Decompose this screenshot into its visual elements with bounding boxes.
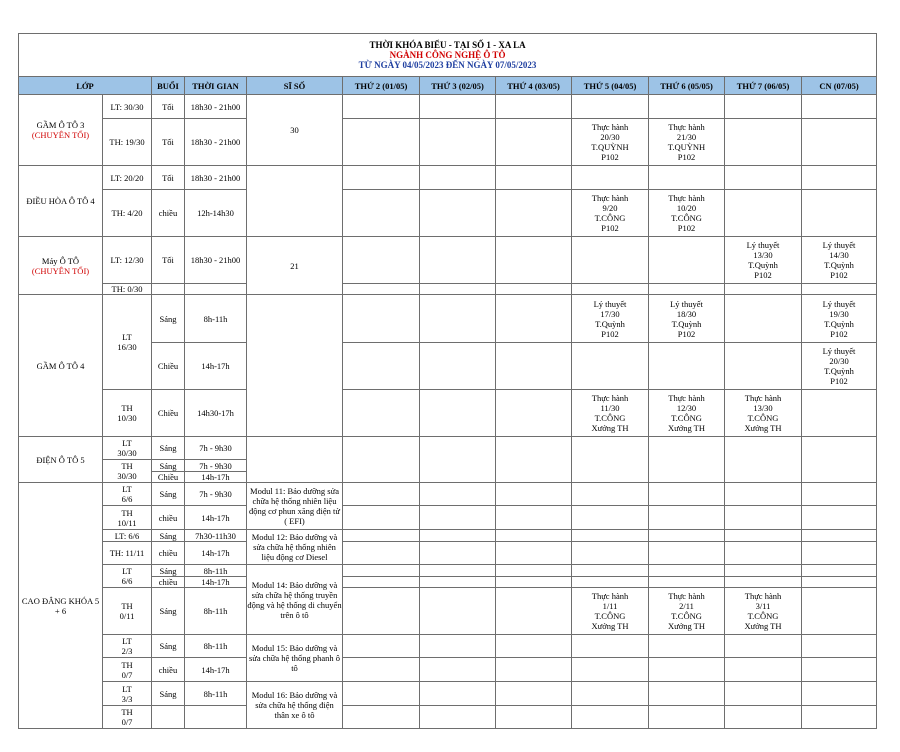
header-block xyxy=(19,34,877,77)
sub-label: LT 3/3 xyxy=(103,682,152,706)
session-cell: Thực hành 21/30 T.QUỲNH P102 xyxy=(649,119,725,166)
session-cell: Thực hành 3/11 T.CÔNG Xưởng TH xyxy=(725,588,802,635)
time-cell: 8h-11h xyxy=(185,588,247,635)
buoi-cell: chiều xyxy=(152,506,185,530)
session-cell: Lý thuyết 13/30 T.Quỳnh P102 xyxy=(725,237,802,284)
siso-cell: 30 xyxy=(247,95,343,166)
col-thoigian: THỜI GIAN xyxy=(185,77,247,95)
class-gam3: GẦM Ô TÔ 3 (CHUYÊN TỐI) xyxy=(19,95,103,166)
module-cell: Modul 16: Bảo dưỡng và sửa chữa hệ thống điện thân xe ô tô xyxy=(247,682,343,729)
col-thu4: THỨ 4 (03/05) xyxy=(496,77,572,95)
session-cell: Lý thuyết 18/30 T.Quỳnh P102 xyxy=(649,295,725,343)
col-siso: SĨ SỐ xyxy=(247,77,343,95)
time-cell: 14h-17h xyxy=(185,577,247,588)
class-dien5: ĐIỆN Ô TÔ 5 xyxy=(19,437,103,483)
session-cell: Thực hành 12/30 T.CÔNG Xưởng TH xyxy=(649,390,725,437)
session-cell: Lý thuyết 14/30 T.Quỳnh P102 xyxy=(802,237,877,284)
buoi-cell: Tối xyxy=(152,119,185,166)
sub-label: LT: 30/30 xyxy=(103,95,152,119)
session-cell: Thực hành 9/20 T.CÔNG P102 xyxy=(572,190,649,237)
time-cell: 8h-11h xyxy=(185,565,247,577)
buoi-cell: chiều xyxy=(152,577,185,588)
session-cell: Lý thuyết 17/30 T.Quỳnh P102 xyxy=(572,295,649,343)
buoi-cell: Sáng xyxy=(152,682,185,706)
time-cell: 18h30 - 21h00 xyxy=(185,119,247,166)
session-cell: Thực hành 20/30 T.QUỲNH P102 xyxy=(572,119,649,166)
time-cell: 8h-11h xyxy=(185,295,247,343)
sub-label: LT: 12/30 xyxy=(103,237,152,284)
session-cell: Thực hành 1/11 T.CÔNG Xưởng TH xyxy=(572,588,649,635)
buoi-cell: Chiều xyxy=(152,390,185,437)
class-gam4: GẦM Ô TÔ 4 xyxy=(19,295,103,437)
sub-label: LT 30/30 xyxy=(103,437,152,460)
buoi-cell: chiều xyxy=(152,190,185,237)
time-cell: 8h-11h xyxy=(185,635,247,658)
time-cell: 18h30 - 21h00 xyxy=(185,237,247,284)
class-caodang: CAO ĐẲNG KHÓA 5 + 6 xyxy=(19,483,103,729)
sub-label: LT: 20/20 xyxy=(103,166,152,190)
col-lop: LỚP xyxy=(19,77,152,95)
session-cell: Lý thuyết 20/30 T.Quỳnh P102 xyxy=(802,343,877,390)
buoi-cell: Chiều xyxy=(152,343,185,390)
col-thu2: THỨ 2 (01/05) xyxy=(343,77,420,95)
module-cell: Modul 15: Bảo dưỡng và sửa chữa hệ thống phanh ô tô xyxy=(247,635,343,682)
buoi-cell: Sáng xyxy=(152,460,185,472)
sub-label: LT 2/3 xyxy=(103,635,152,658)
siso-cell: 21 xyxy=(247,237,343,295)
col-thu6: THỨ 6 (05/05) xyxy=(649,77,725,95)
column-header-row xyxy=(19,77,877,95)
time-cell: 7h30-11h30 xyxy=(185,530,247,542)
sub-label: LT 6/6 xyxy=(103,565,152,588)
col-thu5: THỨ 5 (04/05) xyxy=(572,77,649,95)
sub-label: TH 10/11 xyxy=(103,506,152,530)
time-cell: 14h-17h xyxy=(185,506,247,530)
buoi-cell: Sáng xyxy=(152,635,185,658)
buoi-cell: Tối xyxy=(152,237,185,284)
sub-label: TH: 11/11 xyxy=(103,542,152,565)
buoi-cell: Sáng xyxy=(152,483,185,506)
col-buoi: BUỔI xyxy=(152,77,185,95)
buoi-cell: Sáng xyxy=(152,295,185,343)
time-cell: 7h - 9h30 xyxy=(185,437,247,460)
session-cell: Thực hành 10/20 T.CÔNG P102 xyxy=(649,190,725,237)
module-cell: Modul 14: Bảo dưỡng và sửa chữa hệ thống truyền động và hệ thống di chuyển trên ô tô xyxy=(247,565,343,635)
date-range: TỪ NGÀY 04/05/2023 ĐẾN NGÀY 07/05/2023 xyxy=(358,60,537,70)
buoi-cell: chiều xyxy=(152,542,185,565)
time-cell: 14h30-17h xyxy=(185,390,247,437)
buoi-cell: Sáng xyxy=(152,588,185,635)
sub-label: TH 30/30 xyxy=(103,460,152,483)
sub-label: TH: 4/20 xyxy=(103,190,152,237)
sub-label: TH: 0/30 xyxy=(103,284,152,295)
time-cell: 14h-17h xyxy=(185,472,247,483)
time-cell: 7h - 9h30 xyxy=(185,460,247,472)
timetable xyxy=(18,33,877,729)
sub-label: TH 10/30 xyxy=(103,390,152,437)
col-thu3: THỨ 3 (02/05) xyxy=(420,77,496,95)
sheet-subtitle: NGÀNH CÔNG NGHỆ Ô TÔ xyxy=(389,50,506,60)
buoi-cell: Sáng xyxy=(152,437,185,460)
buoi-cell: Sáng xyxy=(152,530,185,542)
buoi-cell: Sáng xyxy=(152,565,185,577)
sub-label: TH 0/11 xyxy=(103,588,152,635)
module-cell: Modul 12: Bảo dưỡng và sửa chữa hệ thống nhiên liệu động cơ Diesel xyxy=(247,530,343,565)
siso-cell xyxy=(247,295,343,437)
time-cell: 18h30 - 21h00 xyxy=(185,166,247,190)
siso-cell xyxy=(247,166,343,237)
class-may: Máy Ô TÔ (CHUYÊN TỐI) xyxy=(19,237,103,295)
time-cell: 7h - 9h30 xyxy=(185,483,247,506)
buoi-cell: chiều xyxy=(152,658,185,682)
time-cell: 14h-17h xyxy=(185,542,247,565)
buoi-cell: Tối xyxy=(152,95,185,119)
col-thu7: THỨ 7 (06/05) xyxy=(725,77,802,95)
sub-label: LT 6/6 xyxy=(103,483,152,506)
sub-label: LT 16/30 xyxy=(103,295,152,390)
module-cell: Modul 11: Bảo dưỡng sửa chữa hệ thống nhiên liệu động cơ phun xăng điện tử ( EFI) xyxy=(247,483,343,530)
session-cell: Thực hành 11/30 T.CÔNG Xưởng TH xyxy=(572,390,649,437)
sheet-title: THỜI KHÓA BIỂU - TẠI SỐ 1 - XA LA xyxy=(369,40,526,50)
sub-label: TH: 19/30 xyxy=(103,119,152,166)
buoi-cell: Tối xyxy=(152,166,185,190)
session-cell: Lý thuyết 19/30 T.Quỳnh P102 xyxy=(802,295,877,343)
sub-label: TH 0/7 xyxy=(103,658,152,682)
time-cell: 12h-14h30 xyxy=(185,190,247,237)
col-cn: CN (07/05) xyxy=(802,77,877,95)
sub-label: LT: 6/6 xyxy=(103,530,152,542)
buoi-cell: Chiều xyxy=(152,472,185,483)
siso-cell xyxy=(247,437,343,483)
session-cell: Thực hành 2/11 T.CÔNG Xưởng TH xyxy=(649,588,725,635)
time-cell: 14h-17h xyxy=(185,343,247,390)
session-cell: Thực hành 13/30 T.CÔNG Xưởng TH xyxy=(725,390,802,437)
class-dieuhoa4: ĐIỀU HÒA Ô TÔ 4 xyxy=(19,166,103,237)
time-cell: 8h-11h xyxy=(185,682,247,706)
sub-label: TH 0/7 xyxy=(103,706,152,729)
time-cell: 18h30 - 21h00 xyxy=(185,95,247,119)
time-cell: 14h-17h xyxy=(185,658,247,682)
